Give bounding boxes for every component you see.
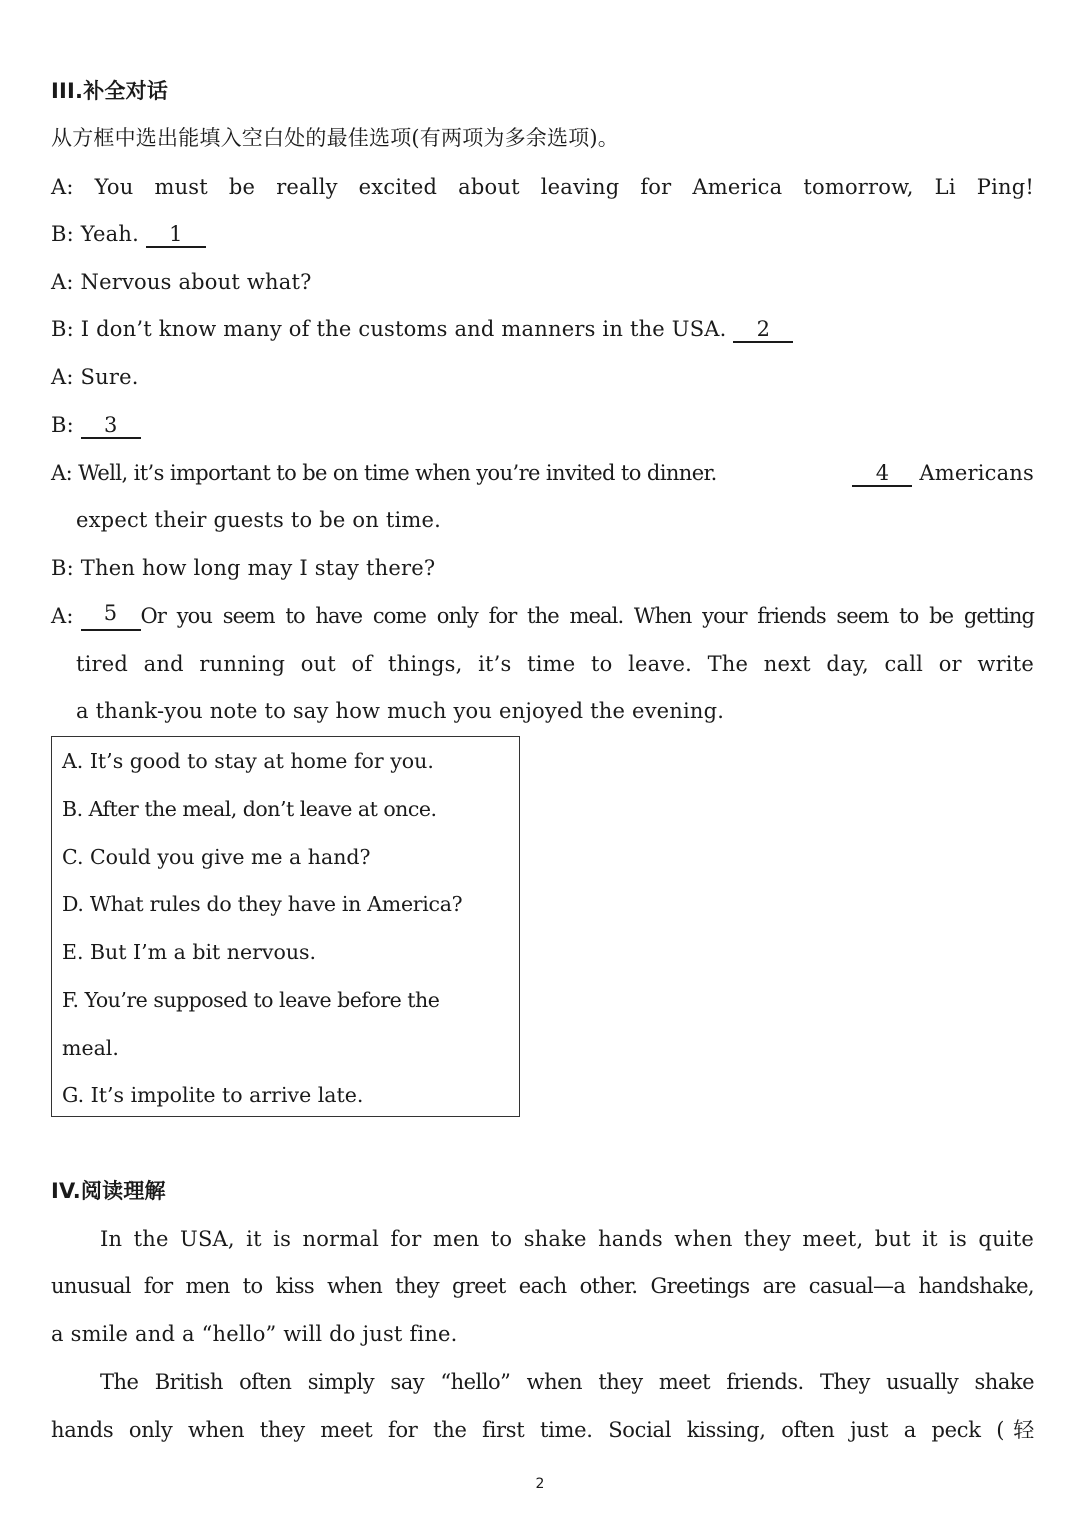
option-g: G. It’s impolite to arrive late. [62,1083,364,1107]
dialogue-text: B: I don’t know many of the customs and manners in the USA. [51,317,734,341]
option-f: F. You’re supposed to leave before the [62,988,440,1012]
section-heading: IV.阅读理解 [51,1179,166,1203]
option-f-continued: meal. [62,1036,119,1060]
option-e: E. But I’m a bit nervous. [62,940,317,964]
paragraph-line: In the USA, it is normal for men to shake hands when they meet, but it is quite [100,1227,1034,1251]
dialogue-line [51,601,1034,631]
dialogue-line [51,314,793,344]
answer-blank-5[interactable]: 5 [81,601,141,631]
dialogue-line: tired and running out of things, it’s time to leave. The next day, call or write [76,652,1034,676]
paragraph-line: hands only when they meet for the first time. Social kissing, often just a peck (轻 [51,1418,1034,1442]
option-c: C. Could you give me a hand? [62,845,371,869]
dialogue-text: B: Yeah. [51,222,146,246]
dialogue-line: B: Then how long may I stay there? [51,556,436,580]
dialogue-line: A: Nervous about what? [51,270,312,294]
answer-blank-1[interactable]: 1 [146,222,206,248]
dialogue-line: A: You must be really excited about leaving for America tomorrow, Li Ping! [51,175,1034,199]
page-number: 2 [535,1476,545,1492]
dialogue-line: expect their guests to be on time. [76,508,442,532]
dialogue-text: B: [51,413,81,437]
answer-blank-4[interactable]: 4 [852,461,912,487]
dialogue-text: A: Well, it’s important to be on time when you’re invited to dinner. [51,461,717,485]
dialogue-text: Or you seem to have come only for the meal. When your friends seem to be getting [140,604,1034,628]
dialogue-line: a thank-you note to say how much you enjoyed the evening. [76,699,725,723]
paragraph-line: unusual for men to kiss when they greet each other. Greetings are casual—a handshake, [51,1274,1034,1298]
dialogue-line: A: Sure. [51,365,139,389]
options-box [51,736,520,1117]
option-b: B. After the meal, don’t leave at once. [62,797,437,821]
dialogue-line [51,410,141,440]
option-d: D. What rules do they have in America? [62,892,463,916]
option-a: A. It’s good to stay at home for you. [62,749,434,773]
dialogue-text: Americans [912,461,1034,485]
dialogue-text: A: [51,604,81,628]
section-heading: III.补全对话 [51,79,169,103]
dialogue-line [51,219,206,249]
instruction-text: 从方框中选出能填入空白处的最佳选项(有两项为多余选项)。 [51,126,619,150]
paragraph-line: The British often simply say “hello” when they meet friends. They usually shake [100,1370,1034,1394]
paragraph-line: a smile and a “hello” will do just fine. [51,1322,458,1346]
answer-blank-2[interactable]: 2 [733,317,793,343]
answer-blank-3[interactable]: 3 [81,413,141,439]
dialogue-line [51,458,1034,488]
